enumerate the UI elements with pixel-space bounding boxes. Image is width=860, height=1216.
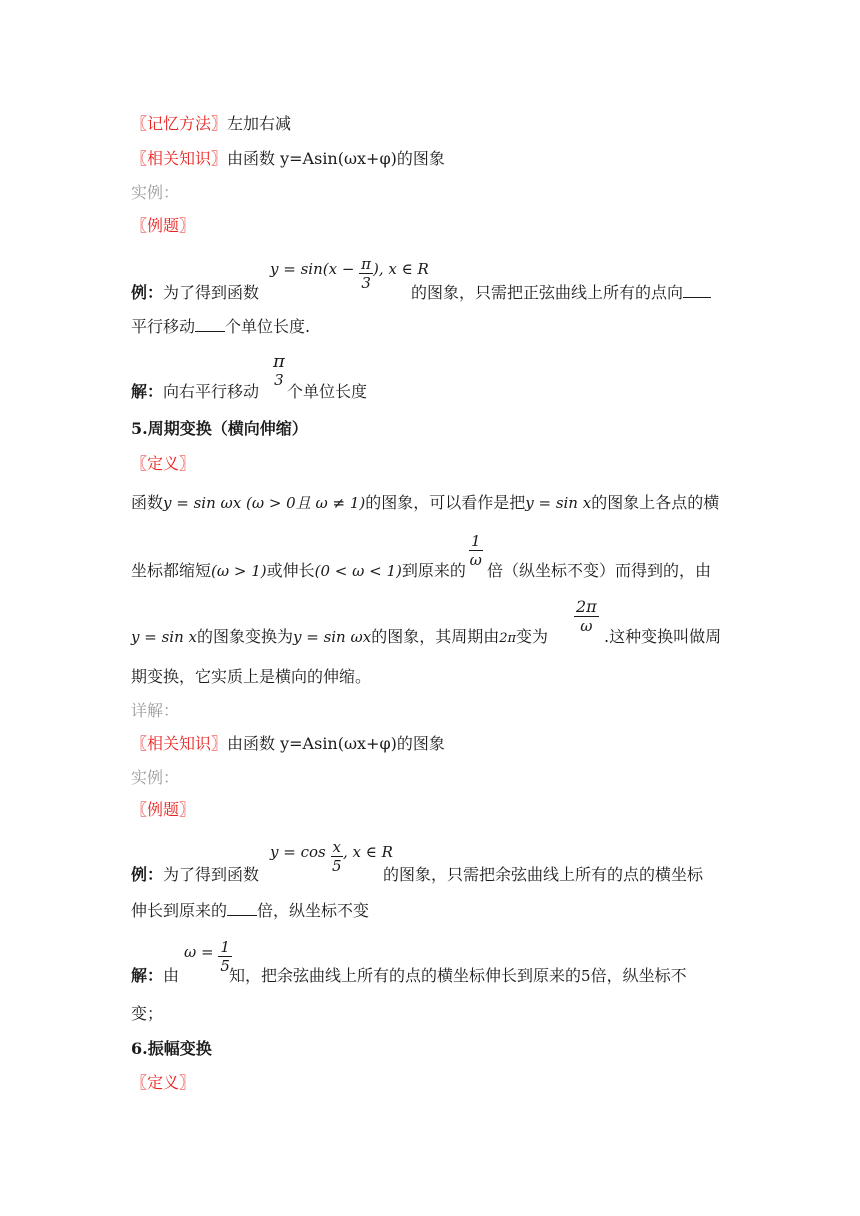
p3-fraction <box>574 598 599 635</box>
def-para-line2 <box>131 558 466 581</box>
example1-eq-right: ), x ∈ R <box>373 260 429 278</box>
example2-blank[interactable] <box>227 901 257 916</box>
solution1-label: 解： <box>131 382 164 401</box>
p2-b: 或伸长 <box>266 561 315 580</box>
example2-pre: 为了得到函数 <box>163 865 260 884</box>
example1-eq-num: π <box>361 255 372 273</box>
example1-pre: 为了得到函数 <box>163 283 260 302</box>
p3-frac-box <box>574 598 599 635</box>
solution1-post: 个单位长度 <box>287 382 368 401</box>
p2-frac-box <box>469 532 483 569</box>
example1-label: 例： <box>131 283 164 302</box>
def-para-line4: 期变换，它实质上是横向的伸缩。 <box>131 667 372 686</box>
example2-eq-num: x <box>332 838 341 856</box>
example1-eq-fraction <box>359 255 373 292</box>
p3-c: 变为 <box>516 627 549 646</box>
example2-line2 <box>131 898 369 921</box>
solution1-pre: 向右平行移动 <box>163 382 260 401</box>
p3-frac-num: 2π <box>576 597 597 616</box>
example1-line1 <box>131 280 259 303</box>
example2-line1 <box>131 862 259 885</box>
solution2-m5: 5 <box>581 967 591 985</box>
example1-post: 的图象，只需把正弦曲线上所有的点向 <box>411 283 684 302</box>
p3-d: .这种变换叫做周 <box>604 627 722 646</box>
example2-eq-den: 5 <box>331 857 342 875</box>
related-knowledge-text-2: 由函数 y=Asin(ωx+φ)的图象 <box>227 734 445 753</box>
example1-blank2[interactable] <box>195 317 225 332</box>
example2-eq-right: , x ∈ R <box>342 843 393 861</box>
solution1-frac-num: π <box>273 351 285 372</box>
p2-d: 倍（纵坐标不变）而得到的，由 <box>487 561 712 580</box>
related-knowledge-text: 由函数 y=Asin(ωx+φ)的图象 <box>227 149 445 168</box>
p1-b: 的图象，可以看作是把 <box>365 493 526 512</box>
example1-post-line <box>411 280 711 303</box>
p3-frac-den: ω <box>580 617 593 635</box>
p1-a: 函数 <box>131 493 164 512</box>
p3-m2: y = sin ωx <box>292 628 372 646</box>
p2-m1: (ω > 1) <box>211 562 267 580</box>
example1-line2b: 个单位长度. <box>225 317 311 336</box>
example1-line2a: 平行移动 <box>131 317 196 336</box>
p1-m1: y = sin ωx (ω > 0且 ω ≠ 1) <box>163 494 366 512</box>
memory-method-text: 左加右减 <box>227 114 292 133</box>
p2-fraction <box>469 532 483 569</box>
solution1-line <box>131 379 259 402</box>
example1-blank1[interactable] <box>683 283 711 298</box>
definition-tag-1: 〖定义〗 <box>131 454 196 473</box>
example2-label: 例： <box>131 865 164 884</box>
definition-tag-2: 〖定义〗 <box>131 1073 196 1092</box>
memory-method-line <box>131 111 291 134</box>
solution2-pre: 由 <box>163 966 180 985</box>
p1-c: 的图象上各点的横 <box>591 493 720 512</box>
example1-eq-den: 3 <box>361 274 371 292</box>
memory-method-tag: 〖记忆方法〗 <box>131 114 228 133</box>
solution2-eq-num: 1 <box>220 938 230 956</box>
example1-equation <box>270 255 429 292</box>
p2-frac-num: 1 <box>471 532 481 550</box>
section6-heading: 6.振幅变换 <box>131 1039 212 1058</box>
solution2-eq-left: ω = <box>184 943 214 961</box>
p2-a: 坐标都缩短 <box>131 561 212 580</box>
solution2-line2: 变； <box>131 1004 164 1023</box>
example2-line2b: 倍，纵坐标不变 <box>257 901 370 920</box>
related-knowledge-tag-2: 〖相关知识〗 <box>131 734 228 753</box>
p3-b: 的图象，其周期由 <box>371 627 500 646</box>
solution2-mid: 知，把余弦曲线上所有的点的横坐标伸长到原来的 <box>229 966 582 985</box>
solution2-equation <box>184 938 232 975</box>
instance-label: 实例： <box>131 183 180 202</box>
solution2-eq-den: 5 <box>220 957 230 975</box>
solution2-mid-line <box>229 963 687 986</box>
section5-heading: 5.周期变换（横向伸缩） <box>131 419 308 438</box>
def-para-line1 <box>131 490 719 513</box>
example2-eq-fraction <box>331 838 343 875</box>
solution1-frac-box <box>271 353 287 389</box>
p2-m2: (0 < ω < 1) <box>314 562 402 580</box>
example2-line2a: 伸长到原来的 <box>131 901 228 920</box>
p2-c: 到原来的 <box>401 561 466 580</box>
detail-label: 详解： <box>131 701 180 720</box>
related-knowledge-line-2 <box>131 731 445 754</box>
p2-frac-den: ω <box>469 551 482 569</box>
p3-m3: 2π <box>499 631 517 646</box>
example2-eq-left: y = cos <box>270 843 326 861</box>
example1-eq-left: y = sin(x − <box>270 260 355 278</box>
example1-line2 <box>131 314 310 337</box>
p3-m1: y = sin x <box>131 628 197 646</box>
related-knowledge-line <box>131 146 445 169</box>
instance-label-2: 实例： <box>131 768 180 787</box>
example-tag-2: 〖例题〗 <box>131 800 196 819</box>
related-knowledge-tag: 〖相关知识〗 <box>131 149 228 168</box>
solution2-line1 <box>131 963 179 986</box>
example-tag: 〖例题〗 <box>131 216 196 235</box>
solution1-frac-den: 3 <box>274 371 284 389</box>
def-para-line3 <box>131 624 548 647</box>
solution2-post: 倍，纵坐标不 <box>590 966 687 985</box>
example2-post: 的图象，只需把余弦曲线上所有的点的横坐标 <box>383 865 704 884</box>
p3-a: 的图象变换为 <box>196 627 293 646</box>
example2-equation <box>270 838 393 875</box>
solution1-fraction <box>271 353 287 389</box>
p1-m2: y = sin x <box>525 494 592 512</box>
solution2-label: 解： <box>131 966 164 985</box>
